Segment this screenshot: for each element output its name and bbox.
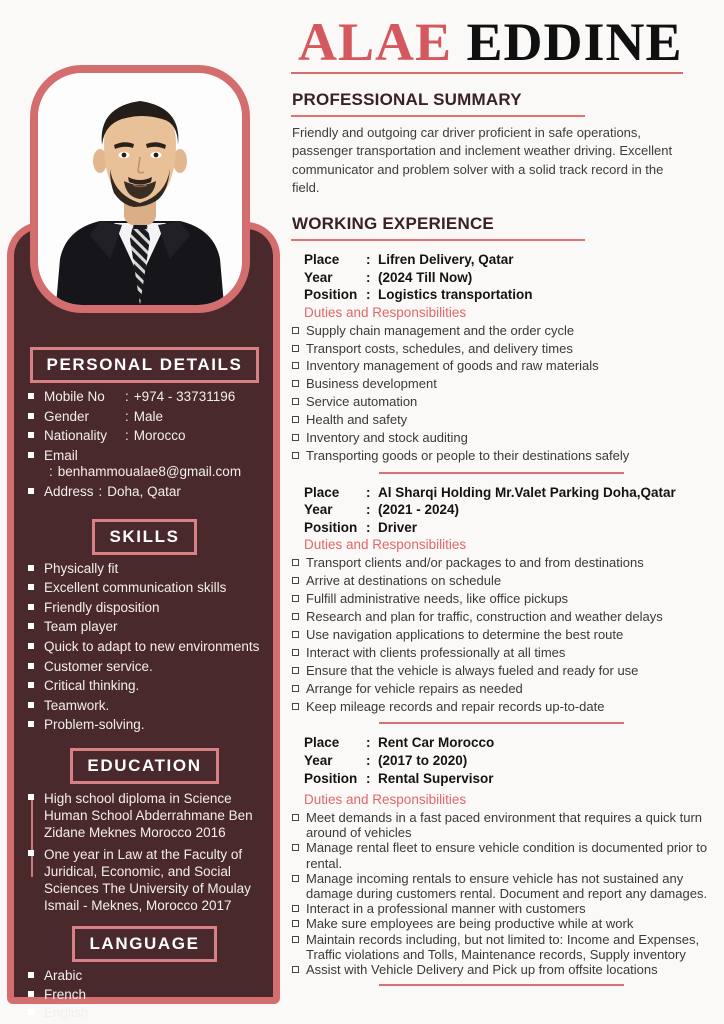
skills-list bbox=[28, 561, 261, 734]
duty-item bbox=[291, 916, 717, 931]
field-label: Year bbox=[304, 269, 333, 285]
section-divider bbox=[379, 722, 624, 724]
job-place: Rent Car Morocco bbox=[378, 735, 495, 751]
language-text: French bbox=[44, 986, 87, 1002]
job-header bbox=[304, 734, 717, 787]
duties-label: Duties and Responsibilities bbox=[304, 304, 467, 320]
summary-text: Friendly and outgoing car driver proficient in safe operations, passenger transportation and inclement weather driving. Excellent communicator and problem solver with a solid track record in the field. bbox=[292, 124, 673, 196]
education-heading bbox=[70, 748, 218, 784]
skill-text: Customer service. bbox=[44, 658, 153, 674]
colon-separator: : bbox=[125, 389, 129, 404]
square-bullet-icon bbox=[292, 434, 299, 441]
duty-item bbox=[291, 591, 717, 608]
square-bullet-icon bbox=[292, 667, 299, 674]
duties-list bbox=[291, 323, 717, 465]
duty-text: Maintain records including, but not limited to: Income and Expenses, Traffic violations and Tolls, Maintenance records, Supply inventory bbox=[306, 931, 700, 962]
sidebar-section-education bbox=[28, 748, 261, 914]
job-header bbox=[304, 251, 717, 304]
duty-item bbox=[291, 663, 717, 680]
square-bullet-icon bbox=[292, 631, 299, 638]
job-place-row bbox=[304, 484, 717, 502]
colon-separator: : bbox=[366, 519, 371, 535]
square-bullet-icon bbox=[28, 565, 34, 571]
colon-separator: : bbox=[98, 483, 103, 499]
heading-underline bbox=[291, 239, 585, 241]
colon-separator: : bbox=[366, 752, 371, 768]
job-year: (2024 Till Now) bbox=[378, 269, 473, 285]
job-year: (2021 - 2024) bbox=[378, 502, 460, 518]
summary-title: PROFESSIONAL SUMMARY bbox=[292, 89, 522, 109]
duty-text: Service automation bbox=[306, 394, 418, 410]
field-label: Position bbox=[304, 287, 358, 303]
skill-text: Teamwork. bbox=[44, 697, 110, 713]
square-bullet-icon bbox=[28, 623, 34, 629]
square-bullet-icon bbox=[28, 682, 34, 688]
education-text: High school diploma in Science Human School Abderrahmane Ben Zidane Meknes Morocco 2016 bbox=[44, 790, 253, 840]
job-position: Rental Supervisor bbox=[378, 770, 494, 786]
duty-text: Manage rental fleet to ensure vehicle condition is documented prior to rental. bbox=[306, 840, 708, 871]
square-bullet-icon bbox=[28, 794, 34, 800]
duty-text: Keep mileage records and repair records up-to-date bbox=[306, 698, 605, 714]
list-item bbox=[28, 698, 261, 715]
list-item bbox=[28, 409, 261, 426]
duty-item bbox=[291, 323, 717, 340]
portrait-illustration bbox=[38, 73, 242, 305]
detail-value: Doha, Qatar bbox=[107, 483, 181, 499]
square-bullet-icon bbox=[292, 905, 299, 912]
square-bullet-icon bbox=[28, 702, 34, 708]
heading-underline bbox=[291, 115, 585, 117]
duty-text: Arrive at destinations on schedule bbox=[306, 573, 502, 589]
duty-item bbox=[291, 394, 717, 411]
square-bullet-icon bbox=[28, 850, 34, 856]
education-list bbox=[28, 790, 261, 914]
duty-item bbox=[291, 341, 717, 358]
job-entry-3 bbox=[291, 734, 717, 986]
education-text: One year in Law at the Faculty of Juridical, Economic, and Social Sciences The University of Moulay Ismail - Meknes, Morocco 2017 bbox=[44, 846, 251, 913]
job-position-row bbox=[304, 286, 717, 304]
field-label: Position bbox=[304, 770, 358, 786]
main-column bbox=[291, 0, 717, 995]
detail-value: benhammoualae8@gmail.com bbox=[57, 464, 242, 480]
list-item bbox=[28, 484, 261, 501]
duty-item bbox=[291, 430, 717, 447]
duty-item bbox=[291, 645, 717, 662]
profile-photo bbox=[30, 65, 250, 313]
section-divider bbox=[379, 984, 624, 986]
list-item bbox=[28, 600, 261, 617]
list-item bbox=[28, 389, 261, 406]
language-title: LANGUAGE bbox=[89, 933, 200, 953]
skill-text: Physically fit bbox=[44, 560, 119, 576]
job-entry-2 bbox=[291, 484, 717, 725]
job-place-row bbox=[304, 734, 717, 752]
detail-value: Morocco bbox=[133, 428, 186, 444]
skill-text: Friendly disposition bbox=[44, 599, 160, 615]
personal-details-heading bbox=[30, 347, 260, 383]
job-year-row bbox=[304, 501, 717, 519]
duty-text: Ensure that the vehicle is always fueled and ready for use bbox=[306, 662, 639, 678]
square-bullet-icon bbox=[292, 966, 299, 973]
duty-text: Use navigation applications to determine the best route bbox=[306, 626, 624, 642]
duty-text: Fulfill administrative needs, like office pickups bbox=[306, 591, 569, 607]
list-item bbox=[28, 678, 261, 695]
duty-item bbox=[291, 840, 717, 870]
list-item bbox=[28, 717, 261, 734]
field-label: Year bbox=[304, 502, 333, 518]
job-year-row bbox=[304, 269, 717, 287]
square-bullet-icon bbox=[292, 936, 299, 943]
duties-label: Duties and Responsibilities bbox=[304, 792, 467, 808]
square-bullet-icon bbox=[28, 1009, 34, 1015]
list-item bbox=[28, 428, 261, 445]
list-item bbox=[28, 448, 261, 481]
field-label: Year bbox=[304, 752, 333, 768]
job-place-row bbox=[304, 251, 717, 269]
duty-item bbox=[291, 573, 717, 590]
square-bullet-icon bbox=[28, 488, 34, 494]
square-bullet-icon bbox=[292, 814, 299, 821]
duty-text: Inventory management of goods and raw materials bbox=[306, 358, 599, 374]
colon-separator: : bbox=[125, 408, 129, 424]
square-bullet-icon bbox=[292, 685, 299, 692]
square-bullet-icon bbox=[292, 920, 299, 927]
colon-separator: : bbox=[49, 464, 53, 480]
duty-item bbox=[291, 358, 717, 375]
square-bullet-icon bbox=[292, 577, 299, 584]
experience-title: WORKING EXPERIENCE bbox=[292, 214, 494, 233]
square-bullet-icon bbox=[292, 875, 299, 882]
section-professional-summary bbox=[291, 90, 717, 198]
square-bullet-icon bbox=[28, 432, 34, 438]
field-label: Position bbox=[304, 519, 358, 535]
duty-item bbox=[291, 609, 717, 626]
square-bullet-icon bbox=[28, 584, 34, 590]
square-bullet-icon bbox=[292, 327, 299, 334]
skill-text: Critical thinking. bbox=[44, 678, 140, 694]
duty-item bbox=[291, 962, 717, 977]
square-bullet-icon bbox=[292, 380, 299, 387]
colon-separator: : bbox=[366, 770, 371, 786]
square-bullet-icon bbox=[28, 413, 34, 419]
colon-separator: : bbox=[125, 428, 129, 444]
duty-item bbox=[291, 871, 717, 901]
square-bullet-icon bbox=[292, 703, 299, 710]
square-bullet-icon bbox=[28, 972, 34, 978]
personal-details-list bbox=[28, 389, 261, 501]
duties-list bbox=[291, 555, 717, 715]
colon-separator: : bbox=[366, 252, 371, 267]
square-bullet-icon bbox=[292, 452, 299, 459]
skill-text: Quick to adapt to new environments bbox=[44, 638, 260, 654]
square-bullet-icon bbox=[292, 649, 299, 656]
job-year: (2017 to 2020) bbox=[378, 752, 468, 768]
skill-text: Excellent communication skills bbox=[44, 580, 227, 596]
square-bullet-icon bbox=[292, 362, 299, 369]
duty-item bbox=[291, 627, 717, 644]
skill-text: Problem-solving. bbox=[44, 717, 145, 733]
square-bullet-icon bbox=[292, 844, 299, 851]
field-label: Place bbox=[304, 735, 340, 751]
square-bullet-icon bbox=[292, 559, 299, 566]
duty-item bbox=[291, 699, 717, 716]
section-working-experience bbox=[291, 214, 717, 986]
list-item bbox=[28, 987, 261, 1004]
duty-text: Arrange for vehicle repairs as needed bbox=[306, 680, 523, 696]
duty-item bbox=[291, 901, 717, 916]
section-divider bbox=[379, 472, 624, 474]
sidebar-content bbox=[14, 229, 273, 1022]
job-place: Lifren Delivery, Qatar bbox=[378, 252, 514, 267]
square-bullet-icon bbox=[28, 393, 34, 399]
square-bullet-icon bbox=[292, 595, 299, 602]
colon-separator: : bbox=[366, 484, 371, 500]
duty-text: Assist with Vehicle Delivery and Pick up from offsite locations bbox=[306, 962, 658, 978]
detail-label: Nationality bbox=[44, 428, 108, 444]
detail-label: Email bbox=[44, 447, 78, 463]
detail-label: Mobile No bbox=[44, 389, 105, 404]
duty-item bbox=[291, 376, 717, 393]
job-entry-1 bbox=[291, 251, 717, 474]
detail-label: Gender bbox=[44, 408, 90, 424]
square-bullet-icon bbox=[292, 613, 299, 620]
job-position: Logistics transportation bbox=[378, 287, 533, 303]
language-list bbox=[28, 968, 261, 1022]
duty-text: Transport clients and/or packages to and from destinations bbox=[306, 555, 644, 571]
colon-separator: : bbox=[366, 502, 371, 518]
list-item bbox=[28, 968, 261, 985]
colon-separator: : bbox=[366, 735, 371, 751]
job-year-row bbox=[304, 752, 717, 770]
list-item bbox=[28, 846, 261, 914]
job-place: Al Sharqi Holding Mr.Valet Parking Doha,Qatar bbox=[378, 484, 676, 500]
duty-text: Business development bbox=[306, 376, 437, 392]
skills-title: SKILLS bbox=[109, 526, 180, 546]
square-bullet-icon bbox=[292, 416, 299, 423]
language-text: English bbox=[44, 1005, 89, 1021]
job-position-row bbox=[304, 770, 717, 788]
list-item bbox=[28, 561, 261, 578]
sidebar-section-skills bbox=[28, 519, 261, 734]
detail-label: Address bbox=[44, 483, 94, 499]
duties-list bbox=[291, 810, 717, 977]
square-bullet-icon bbox=[28, 721, 34, 727]
detail-value: Male bbox=[133, 408, 164, 424]
duty-item bbox=[291, 448, 717, 465]
duty-item bbox=[291, 932, 717, 962]
duty-text: Research and plan for traffic, construction and weather delays bbox=[306, 609, 663, 625]
job-position: Driver bbox=[378, 519, 418, 535]
last-name: EDDINE bbox=[466, 12, 683, 72]
sidebar-section-language bbox=[28, 926, 261, 1022]
list-item bbox=[28, 639, 261, 656]
field-label: Place bbox=[304, 252, 340, 267]
list-item bbox=[28, 1005, 261, 1022]
duty-text: Interact with clients professionally at all times bbox=[306, 644, 566, 660]
first-name: ALAE bbox=[298, 12, 453, 72]
detail-value: +974 - 33731196 bbox=[133, 389, 236, 404]
duty-text: Inventory and stock auditing bbox=[306, 429, 468, 445]
square-bullet-icon bbox=[28, 663, 34, 669]
skills-heading bbox=[92, 519, 196, 555]
sidebar-panel bbox=[7, 222, 280, 1021]
colon-separator: : bbox=[366, 269, 371, 285]
duty-text: Supply chain management and the order cycle bbox=[306, 322, 575, 338]
duty-item bbox=[291, 555, 717, 572]
colon-separator: : bbox=[366, 287, 371, 303]
duty-text: Transport costs, schedules, and delivery times bbox=[306, 340, 573, 356]
list-item bbox=[28, 580, 261, 597]
field-label: Place bbox=[304, 484, 340, 500]
language-heading bbox=[72, 926, 216, 962]
duty-item bbox=[291, 412, 717, 429]
duty-text: Interact in a professional manner with customers bbox=[306, 901, 586, 917]
sidebar-section-personal-details bbox=[28, 347, 261, 501]
duty-text: Manage incoming rentals to ensure vehicle has not sustained any damage during customers rental. Document and report any damages. bbox=[306, 870, 708, 902]
duty-text: Health and safety bbox=[306, 412, 408, 428]
duty-text: Meet demands in a fast paced environment that requires a quick turn around of vehicles bbox=[306, 810, 702, 841]
square-bullet-icon bbox=[28, 991, 34, 997]
square-bullet-icon bbox=[292, 345, 299, 352]
duties-label: Duties and Responsibilities bbox=[304, 537, 467, 553]
square-bullet-icon bbox=[292, 398, 299, 405]
duty-text: Make sure employees are being productive while at work bbox=[306, 916, 634, 932]
duty-item bbox=[291, 810, 717, 840]
duty-text: Transporting goods or people to their destinations safely bbox=[306, 447, 630, 463]
list-item bbox=[28, 659, 261, 676]
square-bullet-icon bbox=[28, 452, 34, 458]
duty-item bbox=[291, 681, 717, 698]
job-header bbox=[304, 484, 717, 537]
skill-text: Team player bbox=[44, 619, 118, 635]
job-position-row bbox=[304, 519, 717, 537]
page-title bbox=[298, 14, 717, 71]
square-bullet-icon bbox=[28, 643, 34, 649]
square-bullet-icon bbox=[28, 604, 34, 610]
personal-details-title: PERSONAL DETAILS bbox=[46, 355, 243, 374]
language-text: Arabic bbox=[44, 967, 83, 983]
list-item bbox=[28, 790, 261, 841]
list-item bbox=[28, 619, 261, 636]
education-title: EDUCATION bbox=[87, 755, 202, 775]
